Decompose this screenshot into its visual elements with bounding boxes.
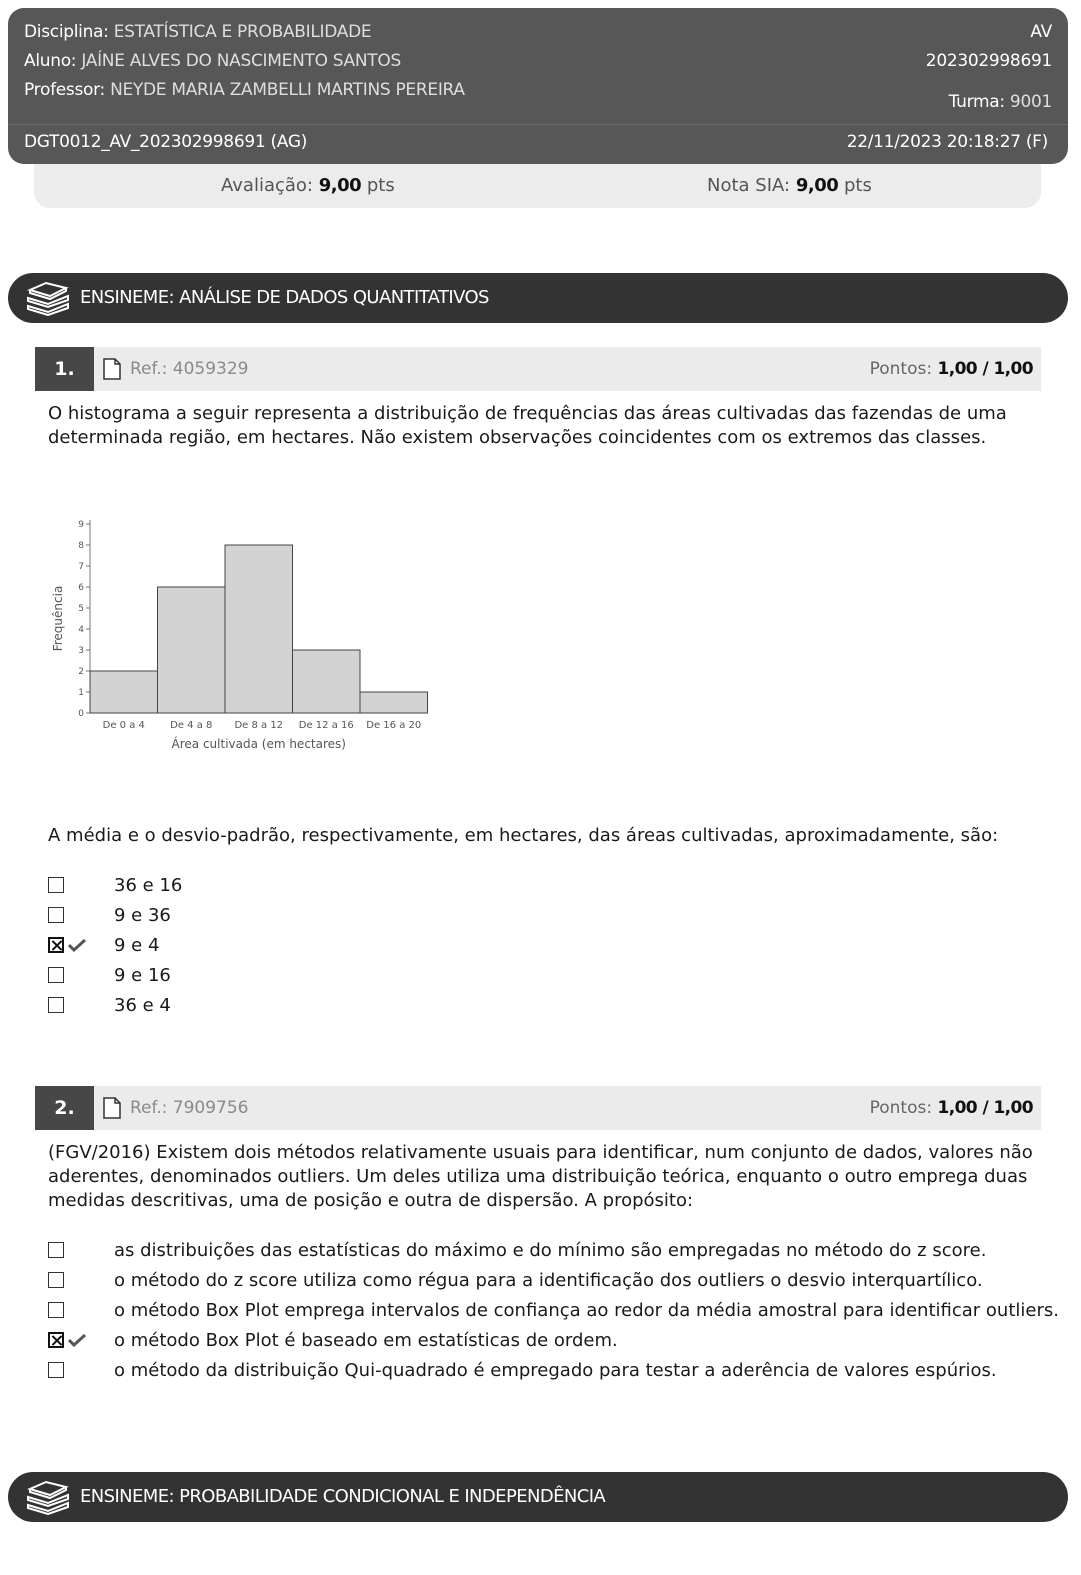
turma-row xyxy=(949,92,1052,112)
exam-code: DGT0012_AV_202302998691 (AG) xyxy=(24,132,308,152)
question-text: (FGV/2016) Existem dois métodos relativamente usuais para identificar, num conjunto de dados, valores não aderentes, denominados outliers. Um deles utiliza uma distribuição teórica, enquanto o outro emprega duas medidas descritivas, uma de posição e outra de dispersão. A propósito: xyxy=(48,1142,1033,1211)
option-text: 9 e 16 xyxy=(114,965,171,986)
histogram-bar xyxy=(360,692,428,713)
checkbox[interactable] xyxy=(48,1242,64,1258)
professor-row xyxy=(24,80,465,100)
section-title: ENSINEME: ANÁLISE DE DADOS QUANTITATIVOS xyxy=(80,287,489,308)
y-tick-label: 3 xyxy=(78,646,84,656)
books-icon xyxy=(24,1479,72,1515)
header-divider xyxy=(8,124,1068,125)
exam-datetime: 22/11/2023 20:18:27 (F) xyxy=(846,132,1048,152)
points-separator: / xyxy=(982,359,989,379)
option-text: as distribuições das estatísticas do máximo e do mínimo são empregadas no método do z score. xyxy=(114,1240,987,1261)
question-points xyxy=(870,1098,1033,1118)
disciplina-value: ESTATÍSTICA E PROBABILIDADE xyxy=(113,22,372,42)
aluno-label: Aluno: xyxy=(24,51,77,71)
professor-label: Professor: xyxy=(24,80,105,100)
question-number: 2. xyxy=(35,1086,94,1130)
x-tick-label: De 16 a 20 xyxy=(366,720,422,731)
x-axis-label: Área cultivada (em hectares) xyxy=(171,737,346,751)
question-ref: Ref.: 7909756 xyxy=(130,1098,249,1118)
option-text: o método da distribuição Qui-quadrado é empregado para testar a aderência de valores espúrios. xyxy=(114,1360,997,1381)
exam-header xyxy=(8,8,1068,164)
books-icon xyxy=(24,280,72,316)
y-tick-label: 8 xyxy=(78,541,84,551)
checkbox[interactable] xyxy=(48,877,64,893)
question-prompt: A média e o desvio-padrão, respectivamente, em hectares, das áreas cultivadas, aproximadamente, são: xyxy=(48,825,999,846)
points-label: Pontos: xyxy=(869,1098,933,1118)
y-tick-label: 0 xyxy=(78,709,84,719)
question-number: 1. xyxy=(35,347,94,391)
points-label: Pontos: xyxy=(869,359,933,379)
y-tick-label: 6 xyxy=(78,583,84,593)
check-icon xyxy=(68,1333,86,1347)
histogram-bar xyxy=(90,671,158,713)
points-total: 1,00 xyxy=(993,359,1033,379)
avaliacao-score xyxy=(221,175,395,196)
histogram-chart xyxy=(40,510,440,770)
question-points xyxy=(870,359,1033,379)
x-tick-label: De 8 a 12 xyxy=(234,720,284,731)
x-tick-label: De 4 a 8 xyxy=(170,720,213,731)
turma-value: 9001 xyxy=(1009,92,1052,112)
question-header xyxy=(35,347,1041,391)
professor-value: NEYDE MARIA ZAMBELLI MARTINS PEREIRA xyxy=(110,80,465,100)
aluno-row xyxy=(24,51,401,71)
disciplina-row xyxy=(24,22,371,42)
aluno-value: JAÍNE ALVES DO NASCIMENTO SANTOS xyxy=(81,51,401,71)
x-tick-label: De 0 a 4 xyxy=(102,720,145,731)
section-header xyxy=(8,1472,1068,1522)
y-axis-label: Frequência xyxy=(51,585,65,652)
section-title: ENSINEME: PROBABILIDADE CONDICIONAL E INDEPENDÊNCIA xyxy=(80,1486,606,1507)
histogram-bar xyxy=(225,545,293,713)
option-text: o método do z score utiliza como régua para a identificação dos outliers o desvio interquartílico. xyxy=(114,1270,983,1291)
histogram-bar xyxy=(158,587,226,713)
y-tick-label: 1 xyxy=(78,688,84,698)
y-tick-label: 4 xyxy=(78,625,84,635)
nota-sia-unit: pts xyxy=(843,175,872,196)
checkbox-checked[interactable] xyxy=(48,1332,64,1348)
checkbox[interactable] xyxy=(48,1362,64,1378)
option-text: 9 e 4 xyxy=(114,935,160,956)
option-text: 9 e 36 xyxy=(114,905,171,926)
nota-sia-value: 9,00 xyxy=(795,175,839,196)
option-text: 36 e 4 xyxy=(114,995,171,1016)
checkbox[interactable] xyxy=(48,1272,64,1288)
option-text: 36 e 16 xyxy=(114,875,183,896)
turma-label: Turma: xyxy=(948,92,1005,112)
question-ref: Ref.: 4059329 xyxy=(130,359,249,379)
histogram-bar xyxy=(293,650,361,713)
checkbox[interactable] xyxy=(48,907,64,923)
evaluation-bar xyxy=(34,164,1041,208)
question-header xyxy=(35,1086,1041,1130)
avaliacao-label: Avaliação: xyxy=(221,175,313,196)
y-tick-label: 2 xyxy=(78,667,84,677)
avaliacao-value: 9,00 xyxy=(318,175,362,196)
check-icon xyxy=(68,938,86,952)
checkbox-checked[interactable] xyxy=(48,937,64,953)
checkbox[interactable] xyxy=(48,967,64,983)
document-icon xyxy=(103,358,121,380)
exam-type: AV xyxy=(1030,22,1052,42)
document-icon xyxy=(103,1097,121,1119)
points-separator: / xyxy=(982,1098,989,1118)
nota-sia-label: Nota SIA: xyxy=(707,175,791,196)
matricula: 202302998691 xyxy=(925,51,1052,71)
points-obtained: 1,00 xyxy=(937,1098,978,1118)
avaliacao-unit: pts xyxy=(366,175,395,196)
section-header xyxy=(8,273,1068,323)
nota-sia-score xyxy=(707,175,872,196)
option-text: o método Box Plot é baseado em estatísticas de ordem. xyxy=(114,1330,618,1351)
y-tick-label: 9 xyxy=(78,520,84,530)
option-text: o método Box Plot emprega intervalos de confiança ao redor da média amostral para identificar outliers. xyxy=(114,1300,1059,1321)
disciplina-label: Disciplina: xyxy=(24,22,109,42)
question-text: O histograma a seguir representa a distribuição de frequências das áreas cultivadas das fazendas de uma determinada região, em hectares. Não existem observações coincidentes com os extremos das classes. xyxy=(48,403,1007,448)
checkbox[interactable] xyxy=(48,1302,64,1318)
checkbox[interactable] xyxy=(48,997,64,1013)
y-tick-label: 5 xyxy=(78,604,84,614)
y-tick-label: 7 xyxy=(78,562,84,572)
points-total: 1,00 xyxy=(993,1098,1033,1118)
x-tick-label: De 12 a 16 xyxy=(298,720,354,731)
points-obtained: 1,00 xyxy=(937,359,978,379)
